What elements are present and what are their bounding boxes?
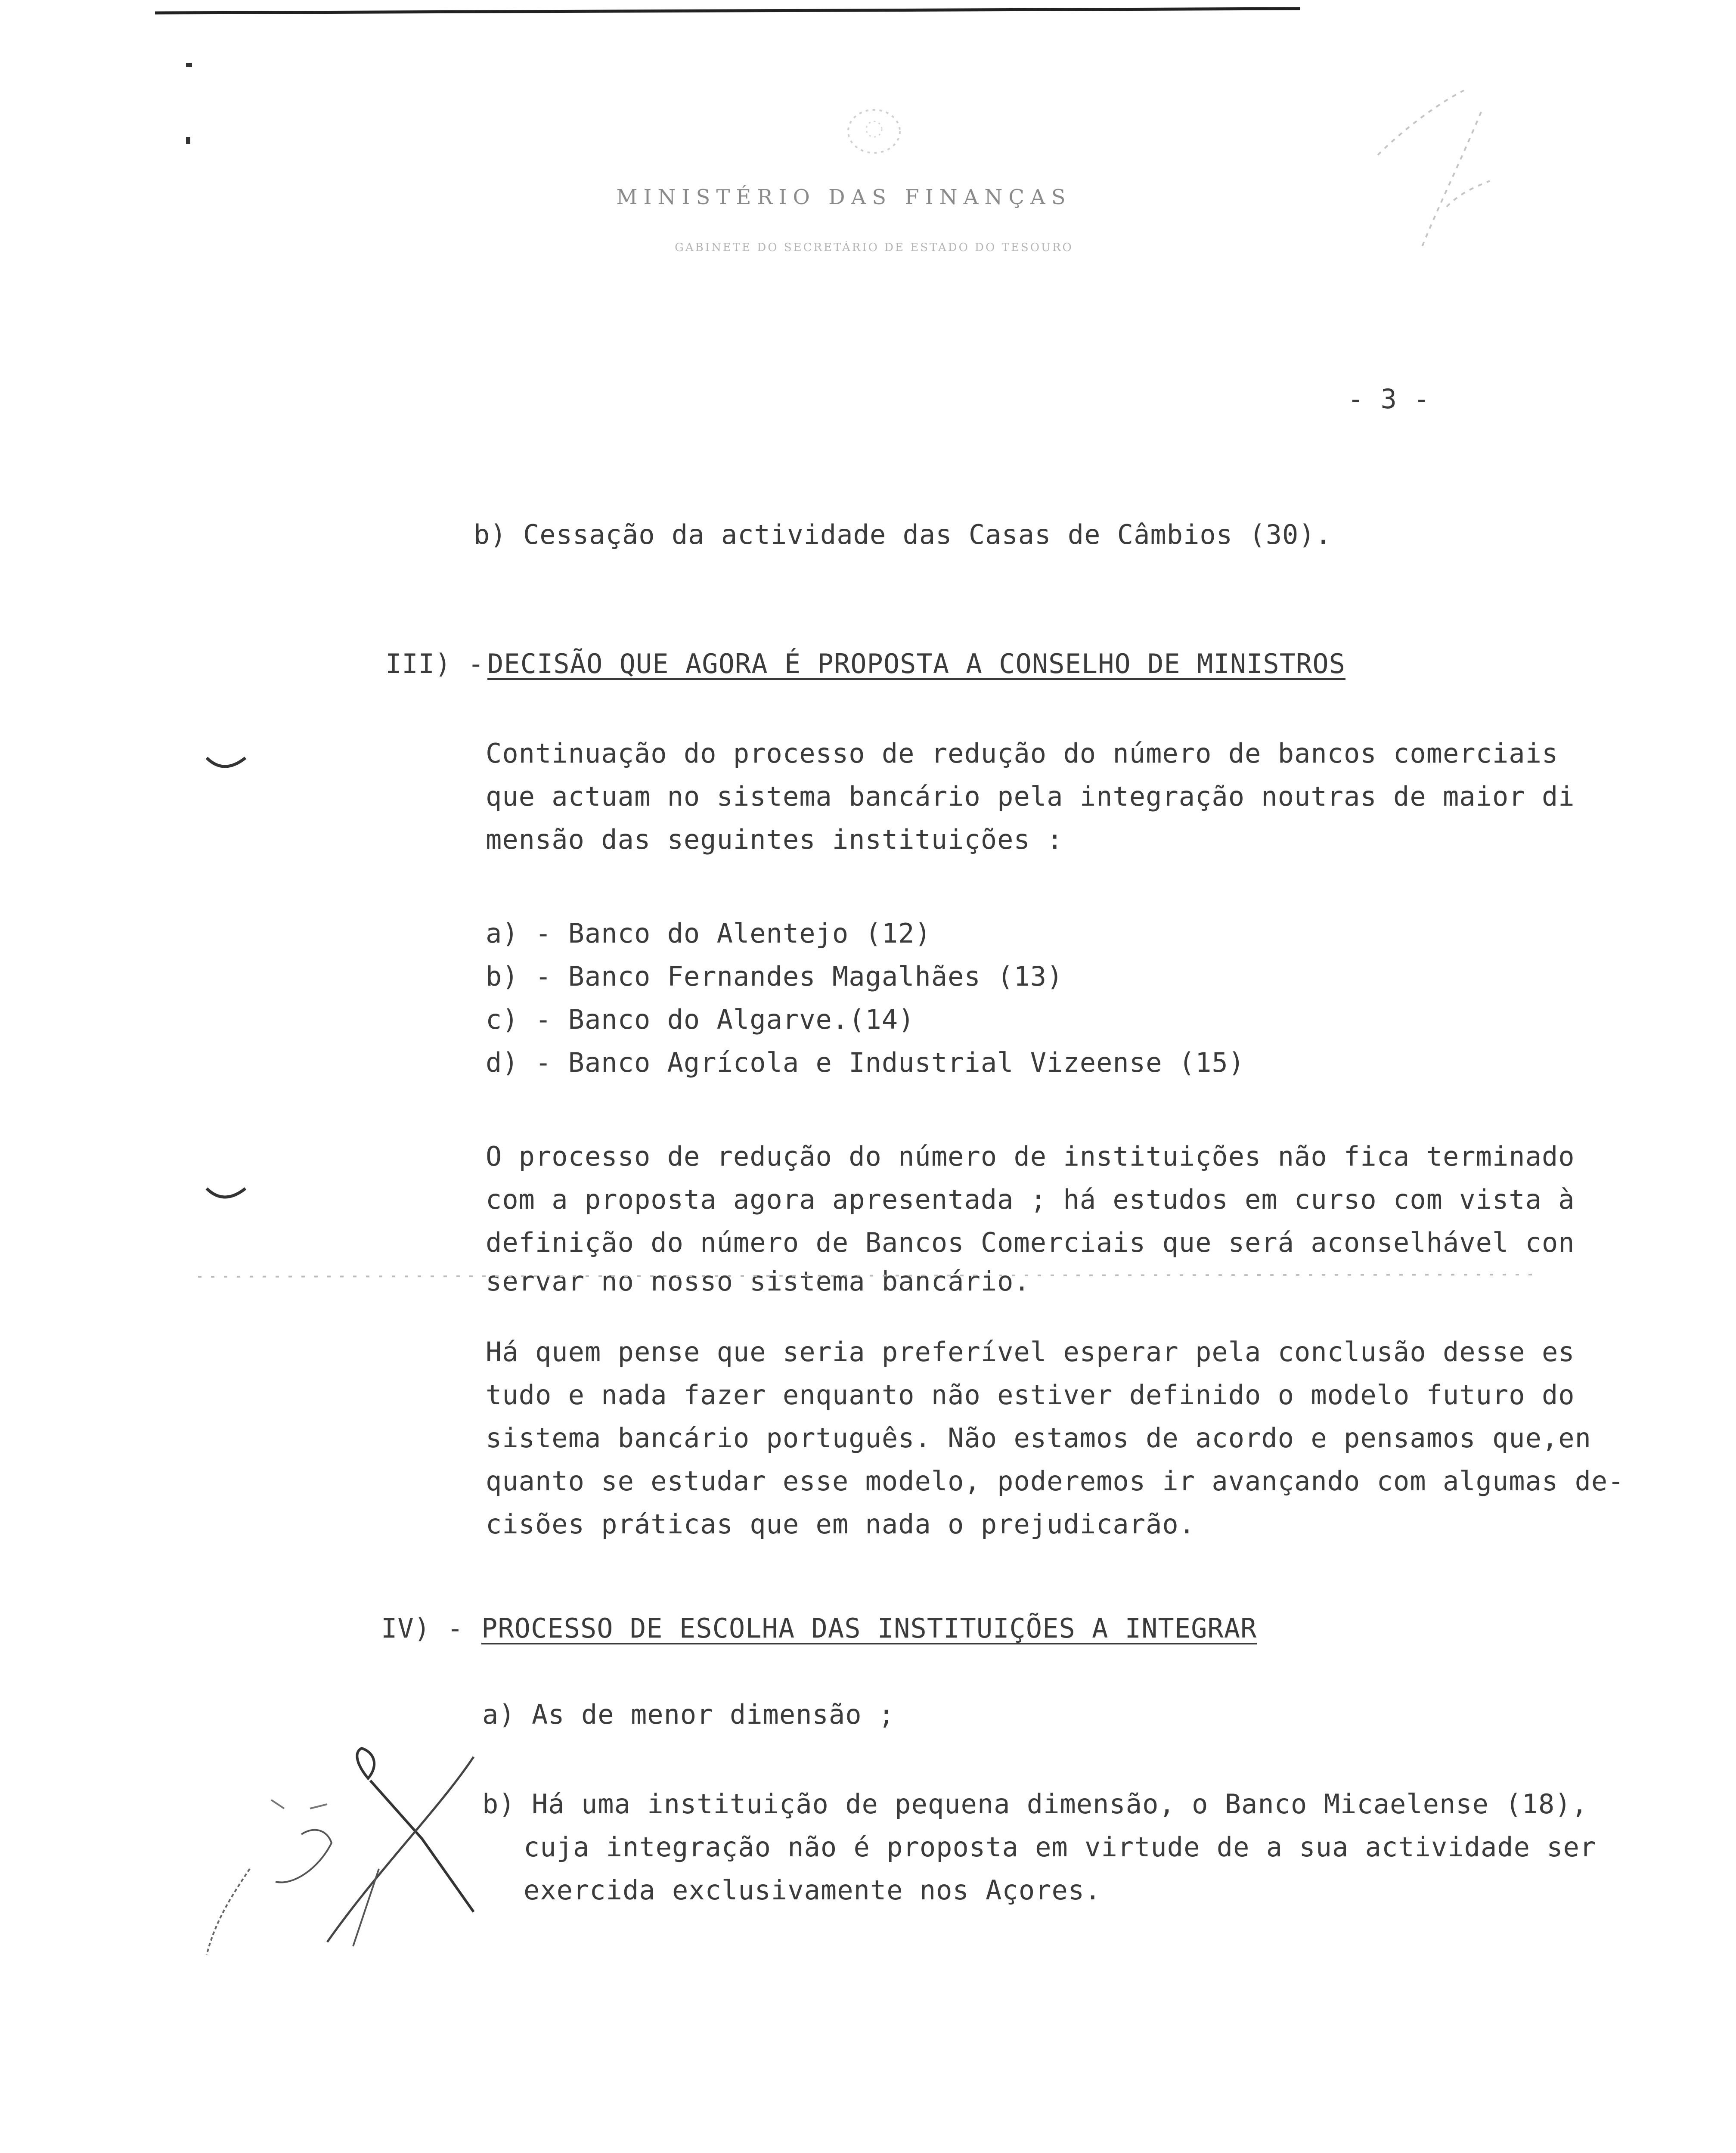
text-line: sistema bancário português. Não estamos de acordo e pensamos que,en [486,1422,1591,1454]
section-iv-title: PROCESSO DE ESCOLHA DAS INSTITUIÇÕES A INTEGRAR [481,1613,1257,1644]
text-line: definição do número de Bancos Comerciais que será aconselhável con [486,1227,1575,1258]
section-iii-number: III) - [385,648,484,679]
text-line: com a proposta agora apresentada ; há estudos em curso com vista à [486,1184,1575,1215]
smaller-size-item: a) As de menor dimensão ; [482,1699,895,1730]
margin-mark [186,63,192,67]
bank-list [486,912,1245,1084]
casas-cambios-item: b) Cessação da actividade das Casas de Câmbios (30). [474,519,1332,550]
text-line: Continuação do processo de redução do número de bancos comerciais [486,738,1559,769]
section-iv-number: IV) - [381,1613,464,1644]
section-iii-title: DECISÃO QUE AGORA É PROPOSTA A CONSELHO DE MINISTROS [487,648,1346,679]
ministry-subtitle: GABINETE DO SECRETÁRIO DE ESTADO DO TESOURO [675,241,1073,254]
text-line: cisões práticas que em nada o prejudicarão. [486,1508,1196,1540]
text-line: quanto se estudar esse modelo, poderemos ir avançando com algumas de- [486,1465,1624,1497]
text-line: mensão das seguintes instituições : [486,824,1063,855]
coat-of-arms-emblem [831,99,917,164]
ministry-header: MINISTÉRIO DAS FINANÇAS [616,185,1072,209]
list-item: c) - Banco do Algarve.(14) [486,1004,915,1035]
text-line: servar no nosso sistema bancário. [486,1266,1030,1297]
micaelense-item [482,1783,1596,1912]
page-number: - 3 - [1348,383,1430,415]
margin-mark [186,137,190,144]
top-border-line [0,0,1736,26]
list-item: a) - Banco do Alentejo (12) [486,918,931,949]
list-item: d) - Banco Agrícola e Industrial Vizeense (15) [486,1047,1245,1078]
text-line: tudo e nada fazer enquanto não estiver definido o modelo futuro do [486,1379,1575,1411]
text-line: O processo de redução do número de instituições não fica terminado [486,1141,1575,1172]
text-line: que actuam no sistema bancário pela integração noutras de maior di [486,781,1575,812]
faint-scribble [1352,78,1524,284]
margin-ticks [202,741,254,1300]
paragraph-opinion [486,1331,1624,1546]
list-item: b) - Banco Fernandes Magalhães (13) [486,961,1063,992]
section-iii-intro [486,732,1575,861]
text-line: exercida exclusivamente nos Açores. [524,1874,1101,1906]
signature-initials [198,1740,525,1981]
text-line: Há quem pense que seria preferível esperar pela conclusão desse es [486,1336,1575,1368]
text-line: b) Há uma instituição de pequena dimensão, o Banco Micaelense (18), [482,1788,1588,1820]
fold-line [198,1270,1533,1283]
text-line: cuja integração não é proposta em virtude de a sua actividade ser [524,1831,1596,1863]
